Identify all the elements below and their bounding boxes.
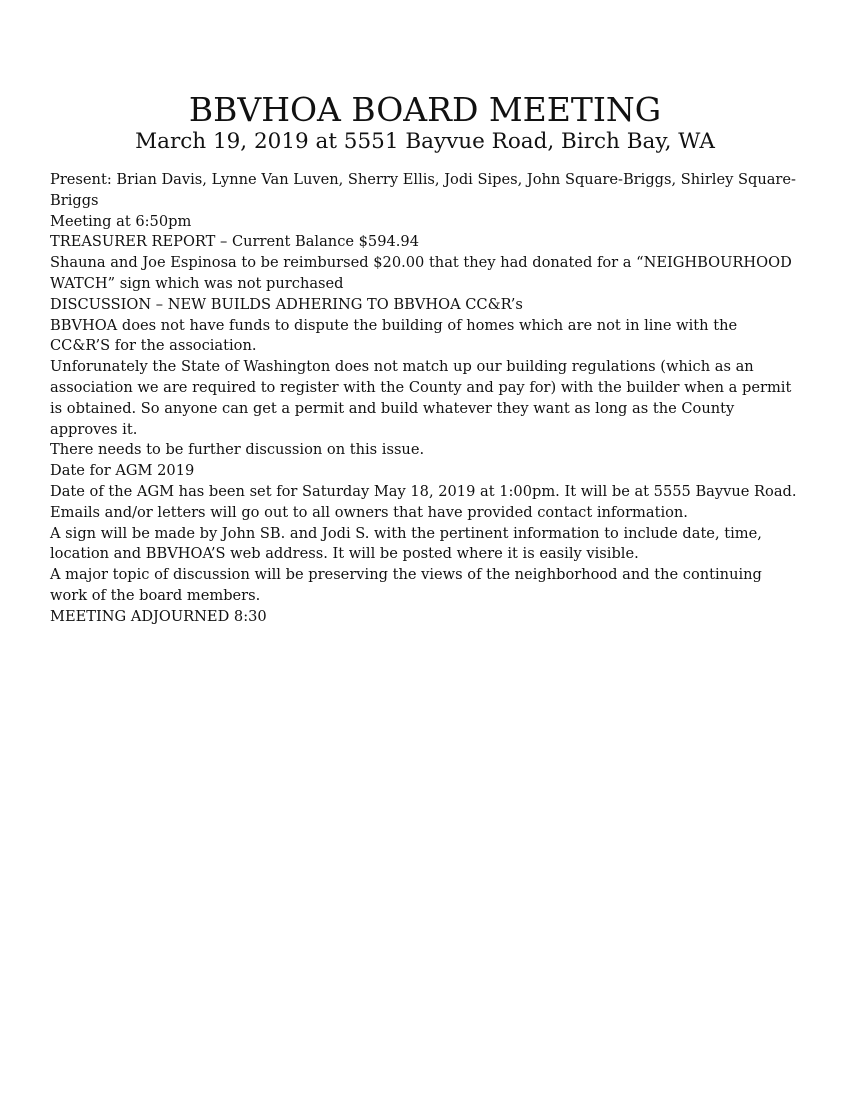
document-title: BBVHOA BOARD MEETING: [188, 90, 662, 129]
document-body: [50, 170, 800, 628]
reimbursement-paragraph: Shauna and Joe Espinosa to be reimbursed $20.00 that they had donated for a “NEIGHBOURHOOD WATCH” sign which was not purchased: [50, 254, 792, 292]
treasurer-report-heading: TREASURER REPORT – Current Balance $594.94: [50, 233, 419, 251]
discussion-heading: DISCUSSION – NEW BUILDS ADHERING TO BBVHOA CC&R’s: [50, 295, 523, 313]
regulations-paragraph: Unforunately the State of Washington does not match up our building regulations (which as an association we are required to register with the County and pay for) with the builder when a permit is obtained. So anyone can get a permit and build whatever they want as long as the County approves it.: [50, 358, 792, 438]
document-subtitle: March 19, 2019 at 5551 Bayvue Road, Birch Bay, WA: [135, 129, 715, 154]
sign-paragraph: A sign will be made by John SB. and Jodi S. with the pertinent information to include date, time, location and BBVHOA’S web address. It will be posted where it is easily visible.: [50, 524, 762, 563]
agm-heading: Date for AGM 2019: [50, 462, 195, 480]
views-paragraph: A major topic of discussion will be preserving the views of the neighborhood and the continuing work of the board members.: [50, 566, 762, 604]
adjourned-line: MEETING ADJOURNED 8:30: [50, 607, 267, 625]
document-header: [0, 92, 850, 156]
attendees-line: Present: Brian Davis, Lynne Van Luven, Sherry Ellis, Jodi Sipes, John Square-Briggs, Shirley Square-Briggs: [50, 171, 796, 209]
further-discussion-paragraph: There needs to be further discussion on this issue.: [50, 441, 425, 459]
meeting-start-line: Meeting at 6:50pm: [50, 212, 192, 230]
agm-date-paragraph: Date of the AGM has been set for Saturday May 18, 2019 at 1:00pm. It will be at 5555 Bayvue Road. Emails and/or letters will go out to all owners that have provided contact information.: [50, 482, 797, 521]
funds-paragraph: BBVHOA does not have funds to dispute the building of homes which are not in line with the CC&R’S for the association.: [50, 316, 738, 355]
